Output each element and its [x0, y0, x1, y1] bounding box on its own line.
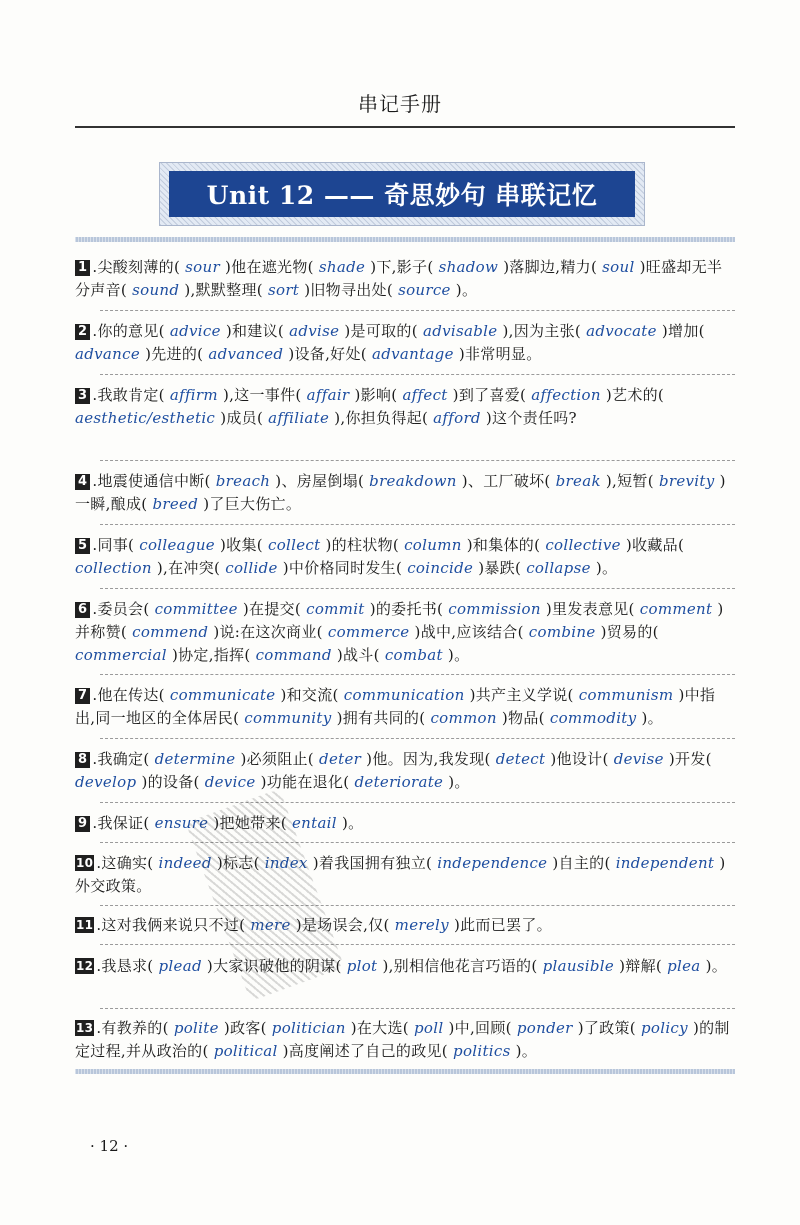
english-word: independence [432, 854, 553, 872]
english-word: shade [313, 258, 371, 276]
entry-number-badge: 13 [76, 1021, 94, 1035]
chinese-text: )的制定过程,并从政治的( [75, 1019, 730, 1060]
english-word: deter [313, 750, 367, 768]
english-word: plea [662, 957, 706, 975]
chinese-text: ),这一事件( [222, 386, 302, 404]
entry-13 [75, 1017, 735, 1063]
entry-number-badge: 7 [75, 688, 90, 704]
chinese-text: )里发表意见( [545, 600, 635, 618]
entry-11 [75, 914, 735, 937]
english-word: break [550, 472, 606, 490]
english-word: commerce [322, 623, 415, 641]
english-word: afford [428, 409, 486, 427]
chinese-text: 我恳求( [101, 957, 154, 975]
chinese-text: )成员( [220, 409, 264, 427]
entry-number-badge: 3 [75, 388, 90, 404]
chinese-text: )拥有共同的( [336, 709, 426, 727]
english-word: merely [389, 916, 454, 934]
chinese-text: )。 [705, 957, 728, 975]
chinese-text: ),你担负得起( [334, 409, 429, 427]
unit-banner [159, 162, 645, 226]
english-word: collective [540, 536, 626, 554]
chinese-text: )在提交( [242, 600, 302, 618]
english-word: command [250, 646, 337, 664]
english-word: coincide [402, 559, 479, 577]
chinese-text: )的委托书( [369, 600, 444, 618]
chinese-text: )高度阐述了自己的政见( [282, 1042, 448, 1060]
chinese-text: )了巨大伤亡。 [203, 495, 302, 513]
chinese-text: )大家识破他的阴谋( [206, 957, 342, 975]
english-word: combine [523, 623, 601, 641]
chinese-text: )暴跌( [478, 559, 522, 577]
chinese-text: )辩解( [619, 957, 663, 975]
chinese-text: 同事( [97, 536, 135, 554]
entry-number-badge: 11 [76, 918, 94, 932]
entry-number-badge: 4 [75, 474, 90, 490]
english-word: collection [75, 559, 157, 577]
chinese-text: ),默默整理( [184, 281, 263, 299]
english-word: plot [341, 957, 383, 975]
chinese-text: )他在遮光物( [225, 258, 314, 276]
chinese-text: )和建议( [225, 322, 285, 340]
chinese-text: )中,回顾( [448, 1019, 512, 1037]
unit-banner-title: Unit 12 —— 奇思妙句 串联记忆 [169, 171, 635, 217]
chinese-text: ),因为主张( [502, 322, 582, 340]
english-word: mere [245, 916, 296, 934]
english-word: brevity [653, 472, 720, 490]
entry-number-dot: . [96, 916, 102, 934]
chinese-text: )功能在退化( [260, 773, 350, 791]
english-word: independent [610, 854, 720, 872]
english-word: plausible [537, 957, 620, 975]
english-word: breed [147, 495, 204, 513]
separator [100, 524, 735, 525]
chinese-text: )和交流( [280, 686, 339, 704]
english-word: poll [408, 1019, 449, 1037]
chinese-text: 我确定( [97, 750, 150, 768]
english-word: aesthetic/esthetic [75, 409, 221, 427]
english-word: sour [180, 258, 225, 276]
english-word: advantage [366, 345, 459, 363]
english-word: communicate [164, 686, 281, 704]
english-word: affiliate [263, 409, 335, 427]
separator [100, 310, 735, 311]
chinese-text: )艺术的( [605, 386, 665, 404]
english-word: shadow [433, 258, 504, 276]
chinese-text: )中指出,同一地区的全体居民( [75, 686, 716, 727]
separator [100, 944, 735, 945]
page-number: · 12 · [90, 1137, 129, 1155]
english-word: advise [284, 322, 345, 340]
header-rule [75, 126, 735, 128]
chinese-text: )政客( [223, 1019, 267, 1037]
entry-4 [75, 470, 735, 516]
english-word: affect [397, 386, 453, 404]
entry-number-badge: 6 [75, 602, 90, 618]
chinese-text: )物品( [501, 709, 545, 727]
entry-number-dot: . [92, 814, 98, 832]
chinese-text: ),别相信他花言巧语的( [382, 957, 538, 975]
entry-10 [75, 852, 735, 898]
english-word: develop [75, 773, 142, 791]
english-word: polite [168, 1019, 224, 1037]
chinese-text: )、房屋倒塌( [275, 472, 365, 490]
english-word: sort [262, 281, 305, 299]
entry-number-dot: . [96, 854, 102, 872]
separator [100, 905, 735, 906]
english-word: detect [490, 750, 551, 768]
english-word: common [425, 709, 502, 727]
chinese-text: )外交政策。 [75, 854, 726, 895]
chinese-text: )一瞬,酿成( [75, 472, 726, 513]
chinese-text: )收集( [220, 536, 263, 554]
english-word: colleague [134, 536, 221, 554]
chinese-text: )是场误会,仅( [295, 916, 390, 934]
entry-number-badge: 9 [75, 816, 90, 832]
english-word: comment [634, 600, 718, 618]
chinese-text: )在大选( [350, 1019, 409, 1037]
chinese-text: )这个责任吗? [485, 409, 577, 427]
chinese-text: 尖酸刻薄的( [97, 258, 181, 276]
english-word: breakdown [364, 472, 462, 490]
separator [100, 738, 735, 739]
entry-6 [75, 598, 735, 667]
english-word: collect [262, 536, 326, 554]
english-word: commodity [544, 709, 642, 727]
english-word: policy [635, 1019, 693, 1037]
entry-12 [75, 955, 735, 978]
chinese-text: )开发( [668, 750, 712, 768]
english-word: communication [338, 686, 470, 704]
english-word: political [208, 1042, 283, 1060]
english-word: advanced [203, 345, 289, 363]
chinese-text: )是可取的( [344, 322, 418, 340]
chinese-text: 我保证( [97, 814, 150, 832]
english-word: source [393, 281, 456, 299]
chinese-text: )的柱状物( [325, 536, 400, 554]
separator [100, 674, 735, 675]
chinese-text: )非常明显。 [458, 345, 542, 363]
english-word: breach [210, 472, 276, 490]
entry-number-dot: . [92, 472, 98, 490]
english-word: indeed [153, 854, 217, 872]
english-word: advocate [581, 322, 662, 340]
english-word: politician [266, 1019, 351, 1037]
entry-number-badge: 10 [76, 856, 94, 870]
separator [100, 460, 735, 461]
entry-number-dot: . [92, 686, 98, 704]
english-word: community [239, 709, 337, 727]
entry-1 [75, 256, 735, 302]
english-word: commission [443, 600, 546, 618]
english-word: affirm [164, 386, 223, 404]
separator [100, 1008, 735, 1009]
chinese-text: )。 [641, 709, 663, 727]
separator [100, 588, 735, 589]
english-word: affection [526, 386, 606, 404]
separator [100, 374, 735, 375]
chinese-text: )落脚边,精力( [503, 258, 598, 276]
chinese-text: )、工厂破坏( [461, 472, 551, 490]
english-word: advice [164, 322, 226, 340]
entry-number-dot: . [92, 258, 98, 276]
chinese-text: )到了喜爱( [452, 386, 527, 404]
chinese-text: )旺盛却无半分声音( [75, 258, 723, 299]
entry-number-dot: . [92, 386, 98, 404]
chinese-text: )先进的( [145, 345, 204, 363]
entry-number-dot: . [92, 750, 98, 768]
chinese-text: )着我国拥有独立( [312, 854, 433, 872]
entry-9 [75, 812, 735, 835]
english-word: commercial [75, 646, 172, 664]
chinese-text: )收藏品( [625, 536, 685, 554]
chinese-text: 这对我俩来说只不过( [101, 916, 246, 934]
english-word: ponder [511, 1019, 578, 1037]
entry-3 [75, 384, 735, 430]
english-word: commend [127, 623, 214, 641]
page-header-title: 串记手册 [358, 92, 442, 116]
chinese-text: )他设计( [550, 750, 609, 768]
english-word: communism [573, 686, 679, 704]
english-word: column [399, 536, 467, 554]
chinese-text: )和集体的( [466, 536, 541, 554]
chinese-text: )战中,应该结合( [414, 623, 524, 641]
entry-number-dot: . [96, 957, 102, 975]
english-word: collapse [521, 559, 596, 577]
entry-number-badge: 8 [75, 752, 90, 768]
chinese-text: )战斗( [336, 646, 380, 664]
english-word: politics [447, 1042, 516, 1060]
chinese-text: )。 [448, 773, 470, 791]
chinese-text: )的设备( [141, 773, 200, 791]
chinese-text: 有教养的( [101, 1019, 169, 1037]
chinese-text: ),短暂( [605, 472, 654, 490]
entry-5 [75, 534, 735, 580]
english-word: ensure [149, 814, 214, 832]
english-word: advance [75, 345, 146, 363]
entry-number-dot: . [96, 1019, 102, 1037]
chinese-text: )设备,好处( [288, 345, 367, 363]
english-word: affair [301, 386, 355, 404]
english-word: sound [127, 281, 185, 299]
chinese-text: 这确实( [101, 854, 154, 872]
chinese-text: 地震使通信中断( [97, 472, 211, 490]
entry-number-badge: 1 [75, 260, 90, 276]
top-rule [75, 237, 735, 242]
chinese-text: )此而已罢了。 [453, 916, 552, 934]
chinese-text: )。 [595, 559, 618, 577]
chinese-text: )自主的( [552, 854, 611, 872]
chinese-text: ),在冲突( [156, 559, 221, 577]
entry-number-dot: . [92, 536, 98, 554]
chinese-text: )标志( [216, 854, 260, 872]
english-word: commit [301, 600, 370, 618]
chinese-text: )必须阻止( [240, 750, 314, 768]
chinese-text: )。 [341, 814, 364, 832]
bottom-rule [75, 1069, 735, 1074]
chinese-text: )影响( [354, 386, 398, 404]
chinese-text: )。 [515, 1042, 538, 1060]
chinese-text: )。 [455, 281, 478, 299]
chinese-text: )他。因为,我发现( [366, 750, 491, 768]
english-word: devise [608, 750, 669, 768]
entry-2 [75, 320, 735, 366]
chinese-text: 你的意见( [97, 322, 165, 340]
english-word: device [199, 773, 261, 791]
chinese-text: )并称赞( [75, 600, 724, 641]
english-word: entail [286, 814, 342, 832]
chinese-text: )增加( [661, 322, 705, 340]
english-word: advisable [417, 322, 503, 340]
chinese-text: )旧物寻出处( [304, 281, 394, 299]
chinese-text: 我敢肯定( [97, 386, 165, 404]
chinese-text: )中价格同时发生( [282, 559, 403, 577]
english-word: deteriorate [349, 773, 449, 791]
chinese-text: )了政策( [577, 1019, 636, 1037]
chinese-text: )共产主义学说( [469, 686, 574, 704]
chinese-text: )贸易的( [600, 623, 659, 641]
chinese-text: )下,影子( [370, 258, 434, 276]
chinese-text: )协定,指挥( [171, 646, 251, 664]
separator [100, 842, 735, 843]
entry-number-badge: 2 [75, 324, 90, 340]
english-word: committee [149, 600, 243, 618]
english-word: determine [149, 750, 241, 768]
english-word: collide [220, 559, 283, 577]
english-word: index [259, 854, 313, 872]
chinese-text: )说:在这次商业( [213, 623, 323, 641]
separator [100, 802, 735, 803]
entry-number-dot: . [92, 322, 98, 340]
chinese-text: 委员会( [97, 600, 150, 618]
english-word: soul [597, 258, 640, 276]
english-word: plead [153, 957, 207, 975]
chinese-text: )把她带来( [213, 814, 287, 832]
entry-7 [75, 684, 735, 730]
entry-number-badge: 5 [75, 538, 90, 554]
chinese-text: 他在传达( [97, 686, 165, 704]
english-word: combat [379, 646, 448, 664]
entry-number-dot: . [92, 600, 98, 618]
chinese-text: )。 [447, 646, 470, 664]
entry-8 [75, 748, 735, 794]
entry-number-badge: 12 [76, 959, 94, 973]
